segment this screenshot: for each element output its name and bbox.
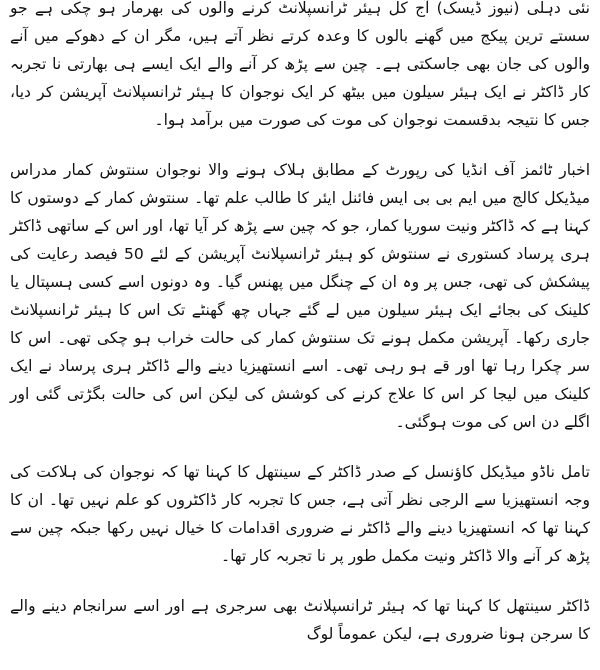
article-paragraph-report: اخبار ٹائمز آف انڈیا کی رپورٹ کے مطابق ہلاک ہونے والا نوجوان سنتوش کمار مدراس میڈیکل کالج میں ایم بی بی ایس فائنل ایئر کا طالب علم تھا۔ سنتوش کمار کے دوستوں کا کہنا ہے کہ ڈاکٹر ونیت سوریا کمار، جو کہ چین سے پڑھ کر آیا تھا، اور اس کے ساتھی ڈاکٹر ہری پرساد کستوری نے سنتوش کو ہیئر ٹرانسپلانٹ آپریشن کے لئے 50 فیصد رعایت کی پیشکش کی تھی، جس پر وہ ان کے چنگل میں پھنس گیا۔ وہ دونوں اسے کسی ہسپتال یا کلینک کی بجائے ایک ہیئر سیلون میں لے گئے جہاں چھ گھنٹے تک اس کا ہیئر ٹرانسپلانٹ جاری رکھا۔ آپریشن مکمل ہونے تک سنتوش کمار کی حالت خراب ہو چکی تھی۔ اس کا سر چکرا رہا تھا اور قے ہو رہی تھی۔ اسے انستھیزیا دینے والے ڈاکٹر ہری پرساد نے ایک کلینک میں لیجا کر اس کا علاج کرنے کی کوشش کی لیکن اس کی حالت بگڑتی گئی اور اگلے دن اس کی موت ہوگئی۔: [10, 161, 591, 431]
article-body: [10, 0, 590, 670]
article-paragraph-sinthil: ڈاکٹر سینتھل کا کہنا تھا کہ ہیئر ٹرانسپلانٹ بھی سرجری ہے اور اسے سرانجام دینے والے کا سرجن ہونا ضروری ہے، لیکن عموماً لوگ: [10, 597, 590, 643]
article-paragraph-council: تامل ناڈو میڈیکل کاؤنسل کے صدر ڈاکٹر کے سینتھل کا کہنا تھا کہ نوجوان کی ہلاکت کی وجہ انستھیزیا سے الرجی نظر آتی ہے، جس کا تجربہ کار ڈاکٹروں کو علم نہیں تھا۔ ان کا کہنا تھا کہ انستھیزیا دینے والے ڈاکٹر نے ضروری اقدامات کا خیال نہیں رکھا جبکہ چین سے پڑھ کر آنے والا ڈاکٹر ونیت مکمل طور پر نا تجربہ کار تھا۔: [10, 463, 590, 565]
article-paragraph-intro: نئی دہلی (نیوز ڈیسک) آج کل ہیئر ٹرانسپلانٹ کرنے والوں کی بھرمار ہو چکی ہے جو سستے ترین پیکج میں گھنے بالوں کا وعدہ کرتے نظر آتے ہیں، مگر ان کے دھوکے میں آنے والوں کی جان بھی جاسکتی ہے۔ چین سے پڑھ کر آنے والے ایک ایسے ہی بھارتی نا تجربہ کار ڈاکٹر نے ایک ہیئر سیلون میں بیٹھ کر ایک نوجوان کا ہیئر ٹرانسپلانٹ آپریشن کر دیا، جس کا نتیجہ بدقسمت نوجوان کی موت کی صورت میں برآمد ہوا۔: [10, 0, 590, 129]
